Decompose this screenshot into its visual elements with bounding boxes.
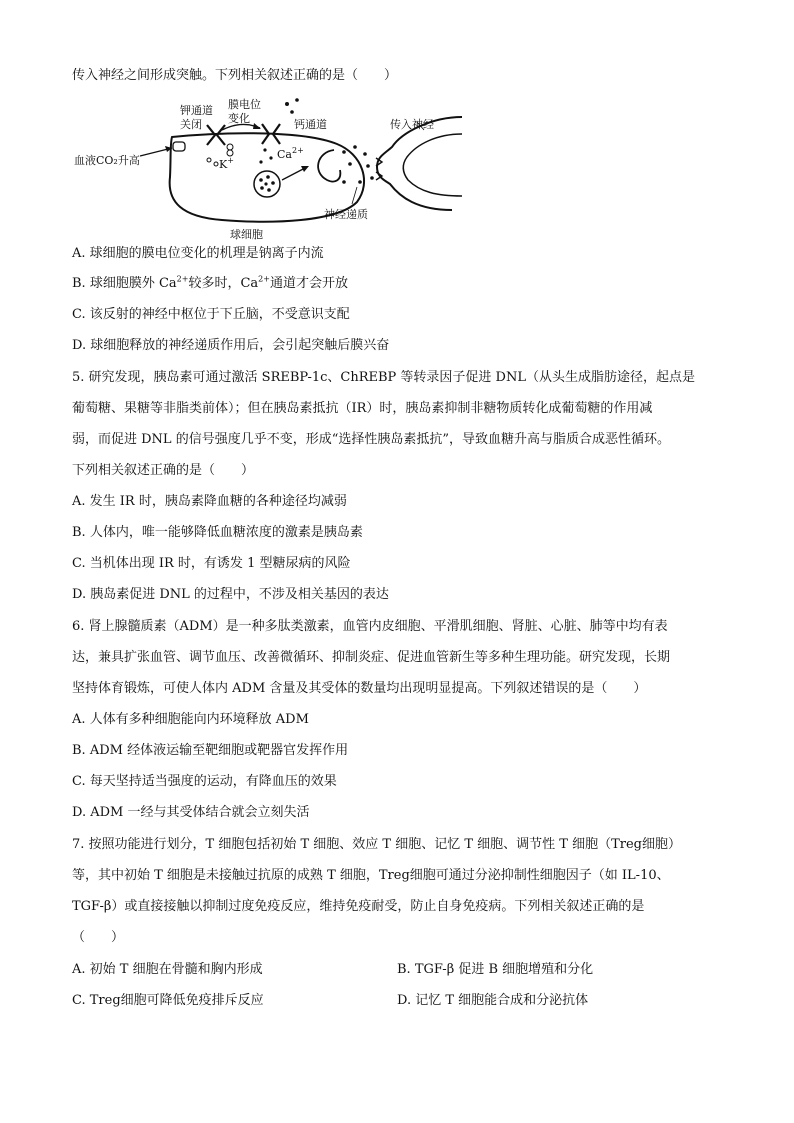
glomus-cell-diagram (72, 92, 472, 240)
q5-stem-line-4: 下列相关叙述正确的是（ ） (72, 463, 255, 478)
calcium-ion-label: $Ca^{2+}$ (277, 146, 304, 161)
calcium-channel-label: 钙通道 (294, 118, 327, 131)
k-to-ca-arrowhead (253, 123, 261, 129)
q7-option-c: C. Treg细胞可降低免疫排斥反应 (72, 993, 264, 1008)
afferent-nerve-inner (403, 134, 462, 196)
q7-stem-line-1: 7. 按照功能进行划分，T 细胞包括初始 T 细胞、效应 T 细胞、记忆 T 细胞、调节性 T 细胞（Treg细胞） (72, 837, 681, 852)
afferent-nerve-label: 传入神经 (390, 118, 434, 131)
neurotransmitter-label: 神经递质 (324, 208, 368, 221)
co2-receptor (173, 142, 185, 151)
potassium-channel-label-2: 关闭 (180, 118, 202, 131)
release-site (318, 150, 340, 182)
q4-option-c: C. 该反射的神经中枢位于下丘脑，不受意识支配 (72, 307, 350, 322)
q7-stem-line-3: TGF-β）或直接接触以抑制过度免疫反应，维持免疫耐受，防止自身免疫病。下列相关叙述正确的是 (72, 899, 645, 914)
q4-option-a: A. 球细胞的膜电位变化的机理是钠离子内流 (72, 246, 324, 261)
calcium-dots-outside (285, 98, 299, 114)
q5-stem-line-2: 葡萄糖、果糖等非脂类前体）；但在胰岛素抵抗（IR）时，胰岛素抑制非糖物质转化成葡萄糖的作用减 (72, 401, 653, 416)
q6-option-a: A. 人体有多种细胞能向内环境释放 ADM (72, 712, 309, 727)
blood-co2-label: 血液CO₂升高 (74, 154, 140, 167)
q6-stem-line-2: 达，兼具扩张血管、调节血压、改善微循环、抑制炎症、促进血管新生等多种生理功能。研究发现，长期 (72, 650, 671, 665)
q7-stem-line-4: （ ） (72, 930, 125, 945)
potassium-channel-label-1: 钾通道 (180, 104, 213, 117)
q5-stem-line-3: 弱，而促进 DNL 的信号强度几乎不变，形成“选择性胰岛素抵抗”，导致血糖升高与脂质合成恶性循环。 (72, 432, 670, 447)
q7-stem-line-2: 等，其中初始 T 细胞是未接触过抗原的成熟 T 细胞，Treg细胞可通过分泌抑制性细胞因子（如 IL-10、 (72, 868, 670, 883)
potassium-ion-label: K+ (219, 156, 234, 171)
q6-stem-line-1: 6. 肾上腺髓质素（ADM）是一种多肽类激素，血管内皮细胞、平滑肌细胞、肾脏、心脏、肺等中均有表 (72, 619, 668, 634)
vesicle-contents (259, 175, 275, 192)
q7-option-d: D. 记忆 T 细胞能合成和分泌抗体 (397, 993, 589, 1008)
q6-option-c: C. 每天坚持适当强度的运动，有降血压的效果 (72, 774, 337, 789)
membrane-potential-label-1: 膜电位 (228, 98, 261, 111)
q5-option-b: B. 人体内，唯一能够降低血糖浓度的激素是胰岛素 (72, 525, 363, 540)
neurotransmitter-dots (342, 145, 374, 184)
q5-option-c: C. 当机体出现 IR 时，有诱发 1 型糖尿病的风险 (72, 556, 351, 571)
q4-option-d: D. 球细胞释放的神经递质作用后，会引起突触后膜兴奋 (72, 338, 390, 353)
calcium-dots-inside (259, 148, 272, 163)
q7-option-b: B. TGF-β 促进 B 细胞增殖和分化 (397, 962, 594, 977)
q4-option-b: B. 球细胞膜外 $Ca^{2+}$较多时，$Ca^{2+}$通道才会开放 (72, 274, 348, 291)
glomus-cell-label: 球细胞 (230, 228, 263, 240)
membrane-potential-label-2: 变化 (228, 112, 250, 125)
q6-option-d: D. ADM 一经与其受体结合就会立刻失活 (72, 805, 310, 820)
q6-stem-line-3: 坚持体育锻炼，可使人体内 ADM 含量及其受体的数量均出现明显提高。下列叙述错误的是（ ） (72, 681, 647, 696)
q5-option-d: D. 胰岛素促进 DNL 的过程中，不涉及相关基因的表达 (72, 587, 389, 602)
q6-option-b: B. ADM 经体液运输至靶细胞或靶器官发挥作用 (72, 743, 349, 758)
q5-stem-line-1: 5. 研究发现，胰岛素可通过激活 SREBP-1c、ChREBP 等转录因子促进 DNL（从头生成脂肪途径，起点是 (72, 370, 695, 385)
q5-option-a: A. 发生 IR 时，胰岛素降血糖的各种途径均减弱 (72, 494, 347, 509)
q7-option-a: A. 初始 T 细胞在骨髓和胸内形成 (72, 962, 263, 977)
intro-line: 传入神经之间形成突触。下列相关叙述正确的是（ ） (72, 68, 398, 83)
